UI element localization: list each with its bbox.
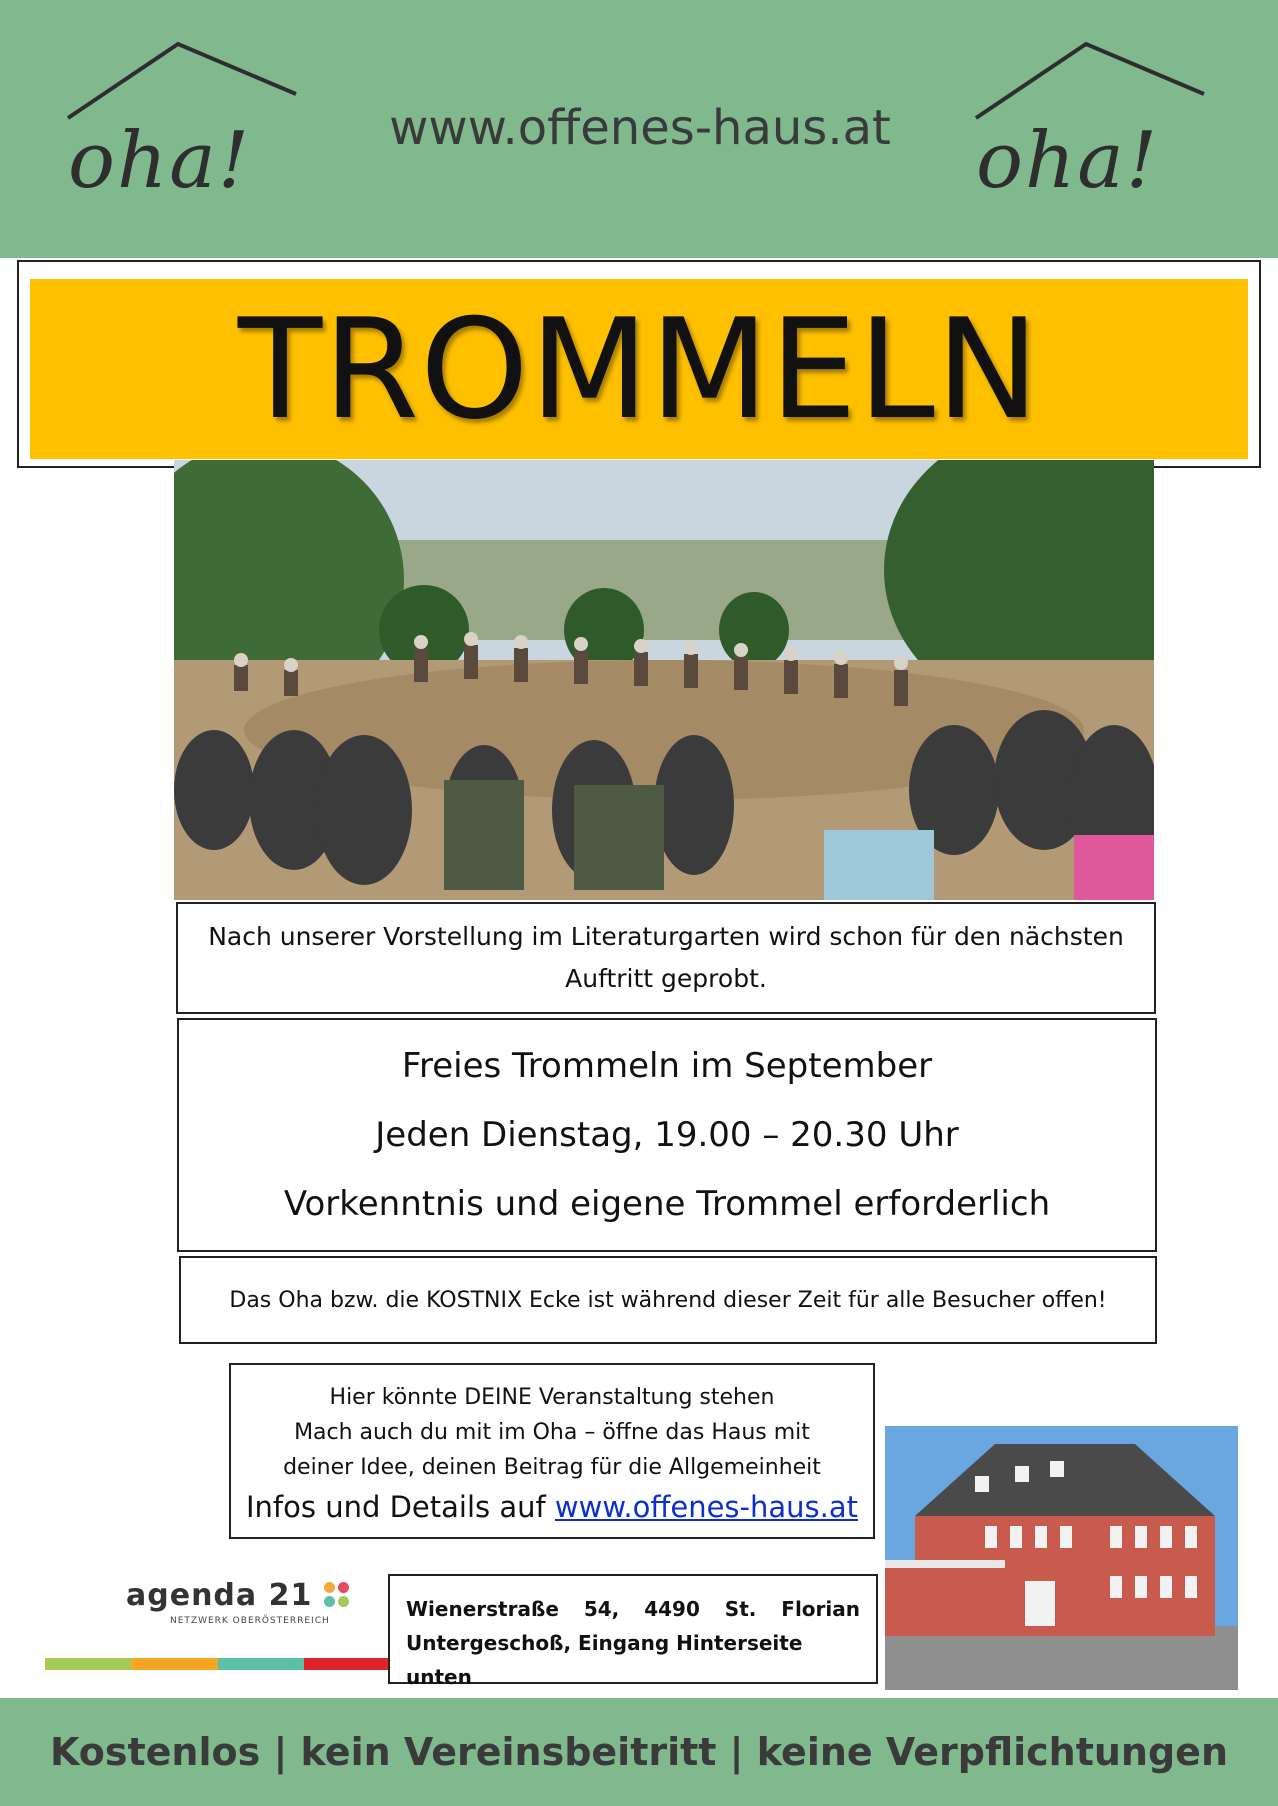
address-zip: 4490 xyxy=(644,1597,700,1621)
address-street: Wienerstraße xyxy=(406,1597,559,1621)
logo-dot-icon xyxy=(338,1596,349,1607)
agenda21-subtitle: NETZWERK OBERÖSTERREICH xyxy=(170,1616,330,1626)
oha-logo-right xyxy=(968,38,1208,208)
color-stripe xyxy=(45,1658,390,1670)
address-line-2: Untergeschoß, Eingang Hinterseite unten xyxy=(406,1631,803,1689)
info-line-2: Mach auch du mit im Oha – öffne das Haus mit xyxy=(294,1419,810,1445)
info-link[interactable]: www.offenes-haus.at xyxy=(554,1489,858,1524)
schedule-box xyxy=(177,1018,1157,1252)
page-title: TROMMELN xyxy=(237,288,1041,450)
intro-line-1: Nach unserer Vorstellung im Literaturgarten wird schon für den nächsten xyxy=(208,922,1124,951)
oha-logo-left xyxy=(60,38,300,208)
color-stripe-segment xyxy=(131,1658,217,1670)
logo-dot-icon xyxy=(338,1582,349,1593)
logo-text: oha! xyxy=(976,116,1160,206)
address-city-b: Florian xyxy=(781,1597,860,1621)
intro-line-2: Auftritt geprobt. xyxy=(565,964,767,993)
schedule-headline: Freies Trommeln im September xyxy=(401,1046,933,1087)
intro-box xyxy=(176,902,1156,1014)
title-band xyxy=(30,279,1248,459)
agenda21-logo xyxy=(120,1578,370,1638)
color-stripe-segment xyxy=(304,1658,390,1670)
open-notice-box xyxy=(179,1256,1157,1344)
footer-text: Kostenlos | kein Vereinsbeitritt | keine Verpflichtungen xyxy=(49,1730,1229,1774)
building-photo xyxy=(885,1426,1238,1690)
info-line-4 xyxy=(246,1485,858,1529)
logo-dot-icon xyxy=(324,1582,335,1593)
info-box xyxy=(229,1363,875,1539)
open-notice-text: Das Oha bzw. die KOSTNIX Ecke ist während dieser Zeit für alle Besucher offen! xyxy=(229,1287,1107,1313)
address-line-1 xyxy=(406,1592,860,1626)
address-number: 54, xyxy=(583,1597,620,1621)
agenda21-wordmark: agenda 21 xyxy=(126,1578,313,1613)
logo-text: oha! xyxy=(68,116,252,206)
drum-circle-photo xyxy=(174,460,1154,900)
site-url[interactable]: www.offenes-haus.at xyxy=(389,100,891,156)
info-line-1: Hier könnte DEINE Veranstaltung stehen xyxy=(329,1384,775,1410)
footer-banner xyxy=(0,1698,1278,1806)
info-line-3: deiner Idee, deinen Beitrag für die Allgemeinheit xyxy=(283,1454,821,1480)
address-city-a: St. xyxy=(724,1597,757,1621)
color-stripe-segment xyxy=(45,1658,131,1670)
schedule-time: Jeden Dienstag, 19.00 – 20.30 Uhr xyxy=(375,1114,959,1155)
color-stripe-segment xyxy=(218,1658,304,1670)
address-box xyxy=(388,1574,878,1689)
info-prefix: Infos und Details auf xyxy=(245,1489,555,1524)
logo-dot-icon xyxy=(324,1596,335,1607)
schedule-requirement: Vorkenntnis und eigene Trommel erforderlich xyxy=(283,1183,1051,1224)
